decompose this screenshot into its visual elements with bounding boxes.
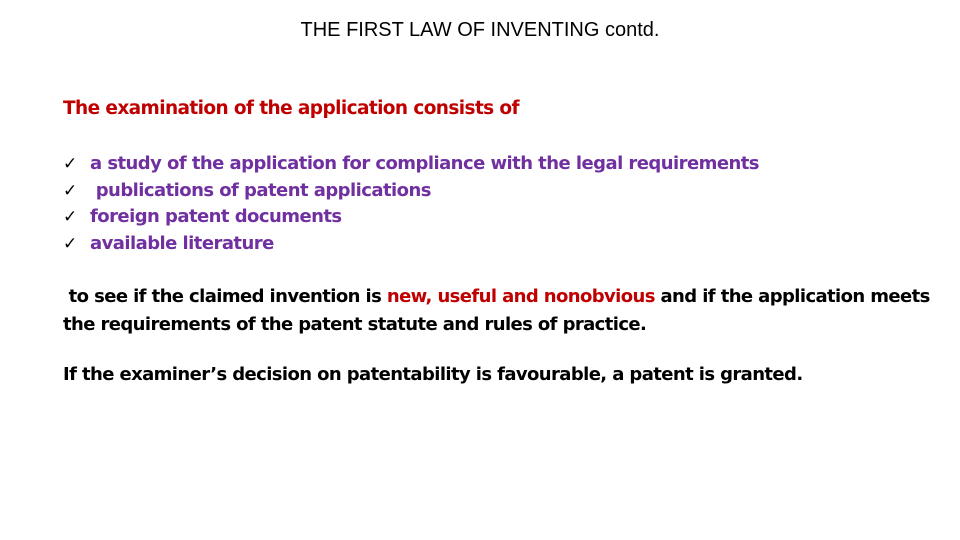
checklist-item-text: a study of the application for compliance with the legal requirements [90, 153, 759, 174]
highlight-criteria: new, useful and nonobvious [386, 286, 655, 307]
patent-granted-paragraph: If the examiner’s decision on patentability is favourable, a patent is granted. [63, 364, 803, 385]
checklist-item [63, 178, 759, 205]
checklist-item-text: foreign patent documents [90, 206, 342, 227]
checkmark-icon: ✓ [63, 180, 77, 201]
checklist-item-text: publications of patent applications [90, 179, 431, 201]
examination-purpose-paragraph [63, 283, 930, 339]
checklist-item [63, 204, 759, 231]
checklist-item-text: available literature [90, 232, 274, 254]
checkmark-icon: ✓ [63, 233, 77, 254]
checklist [63, 151, 759, 257]
checkmark-icon: ✓ [63, 207, 77, 227]
checklist-item [63, 151, 759, 178]
paragraph-text-before: to see if the claimed invention is [63, 286, 387, 307]
paragraph-line-1 [63, 283, 930, 311]
checkmark-icon: ✓ [63, 154, 77, 174]
intro-heading: The examination of the application consists of [63, 98, 519, 119]
paragraph-line-2: the requirements of the patent statute and rules of practice. [63, 314, 647, 335]
slide-title: THE FIRST LAW OF INVENTING contd. [300, 19, 660, 41]
checklist-item [63, 231, 759, 258]
paragraph-text-after: and if the application meets [654, 286, 930, 307]
